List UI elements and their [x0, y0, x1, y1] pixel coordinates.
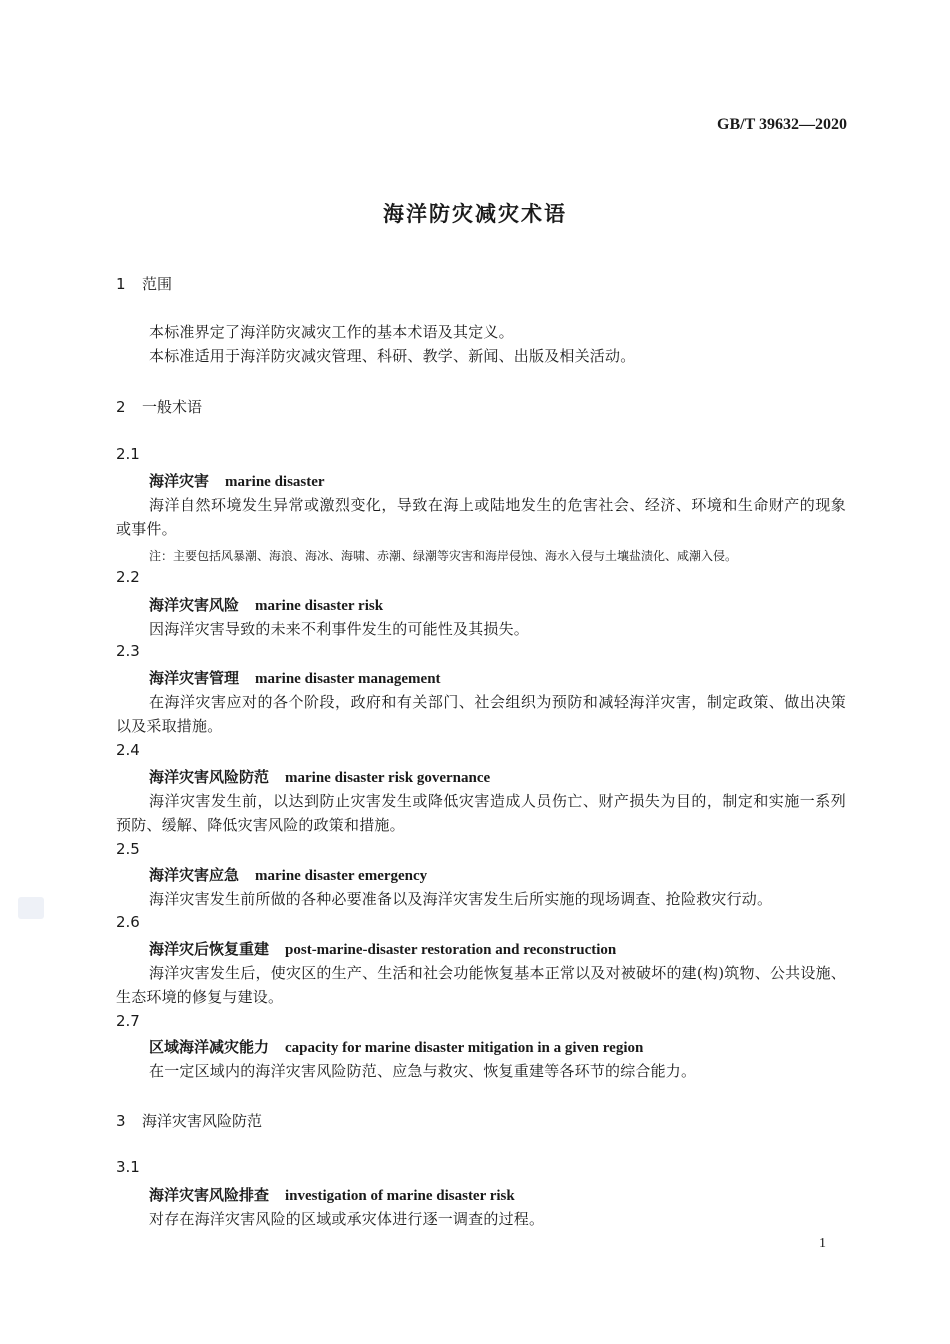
term-english: marine disaster risk governance	[285, 770, 491, 786]
term-definition: 对存在海洋灾害风险的区域或承灾体进行逐一调查的过程。	[149, 1210, 545, 1228]
term-heading	[149, 470, 325, 491]
term-heading	[149, 667, 441, 688]
section-number: 2	[116, 398, 126, 416]
term-heading	[149, 1036, 643, 1057]
term-heading	[149, 1184, 515, 1205]
term-definition: 在一定区域内的海洋灾害风险防范、应急与救灾、恢复重建等各环节的综合能力。	[149, 1062, 697, 1080]
term-english: marine disaster risk	[255, 598, 384, 614]
term-number: 2.5	[116, 840, 140, 858]
term-heading	[149, 938, 616, 959]
term-heading	[149, 766, 490, 787]
term-english: investigation of marine disaster risk	[285, 1188, 515, 1204]
term-chinese: 区域海洋减灾能力	[149, 1038, 270, 1056]
term-definition: 因海洋灾害导致的未来不利事件发生的可能性及其损失。	[149, 620, 530, 638]
term-english: capacity for marine disaster mitigation in a given region	[285, 1040, 644, 1056]
standard-code: GB/T 39632—2020	[717, 116, 847, 133]
term-number: 2.6	[116, 913, 140, 931]
term-chinese: 海洋灾害管理	[149, 669, 240, 687]
section-number: 3	[116, 1112, 126, 1130]
term-definition: 海洋灾害发生前，以达到防止灾害发生或降低灾害造成人员伤亡、财产损失为目的，制定和实施一系列预防、缓解、降低灾害风险的政策和措施。	[116, 792, 846, 834]
term-number: 2.2	[116, 568, 140, 586]
term-definition: 在海洋灾害应对的各个阶段，政府和有关部门、社会组织为预防和减轻海洋灾害，制定政策、做出决策以及采取措施。	[116, 693, 846, 735]
term-heading	[149, 864, 427, 885]
term-number: 3.1	[116, 1158, 140, 1176]
term-number: 2.1	[116, 445, 140, 463]
section-number: 1	[116, 275, 126, 293]
section-title: 一般术语	[142, 398, 203, 416]
term-chinese: 海洋灾害应急	[149, 866, 240, 884]
section-heading	[116, 396, 202, 417]
term-chinese: 海洋灾后恢复重建	[149, 940, 270, 958]
term-english: marine disaster management	[255, 671, 441, 687]
paragraph: 本标准适用于海洋防灾减灾管理、科研、教学、新闻、出版及相关活动。	[149, 347, 636, 365]
section-title: 海洋灾害风险防范	[142, 1112, 263, 1130]
term-heading	[149, 594, 383, 615]
term-english: marine disaster emergency	[255, 868, 428, 884]
section-title: 范围	[142, 275, 173, 293]
term-number: 2.4	[116, 741, 140, 759]
term-chinese: 海洋灾害风险排查	[149, 1186, 270, 1204]
term-chinese: 海洋灾害风险	[149, 596, 240, 614]
term-number: 2.7	[116, 1012, 140, 1030]
term-definition: 海洋自然环境发生异常或激烈变化，导致在海上或陆地发生的危害社会、经济、环境和生命财产的现象或事件。	[116, 496, 846, 538]
section-heading	[116, 1110, 262, 1131]
term-english: marine disaster	[225, 474, 325, 490]
term-note: 注：主要包括风暴潮、海浪、海冰、海啸、赤潮、绿潮等灾害和海岸侵蚀、海水入侵与土壤盐渍化、咸潮入侵。	[149, 549, 738, 563]
section-heading	[116, 273, 172, 294]
document-title: 海洋防灾减灾术语	[383, 202, 567, 226]
term-definition: 海洋灾害发生后，使灾区的生产、生活和社会功能恢复基本正常以及对被破坏的建(构)筑物、公共设施、生态环境的修复与建设。	[116, 964, 846, 1006]
term-chinese: 海洋灾害	[149, 472, 210, 490]
paragraph: 本标准界定了海洋防灾减灾工作的基本术语及其定义。	[149, 323, 514, 341]
page-number: 1	[819, 1236, 826, 1251]
term-english: post-marine-disaster restoration and reconstruction	[285, 942, 617, 958]
term-chinese: 海洋灾害风险防范	[149, 768, 270, 786]
term-definition: 海洋灾害发生前所做的各种必要准备以及海洋灾害发生后所实施的现场调查、抢险救灾行动。	[149, 890, 773, 908]
term-number: 2.3	[116, 642, 140, 660]
watermark-mark	[18, 897, 44, 919]
